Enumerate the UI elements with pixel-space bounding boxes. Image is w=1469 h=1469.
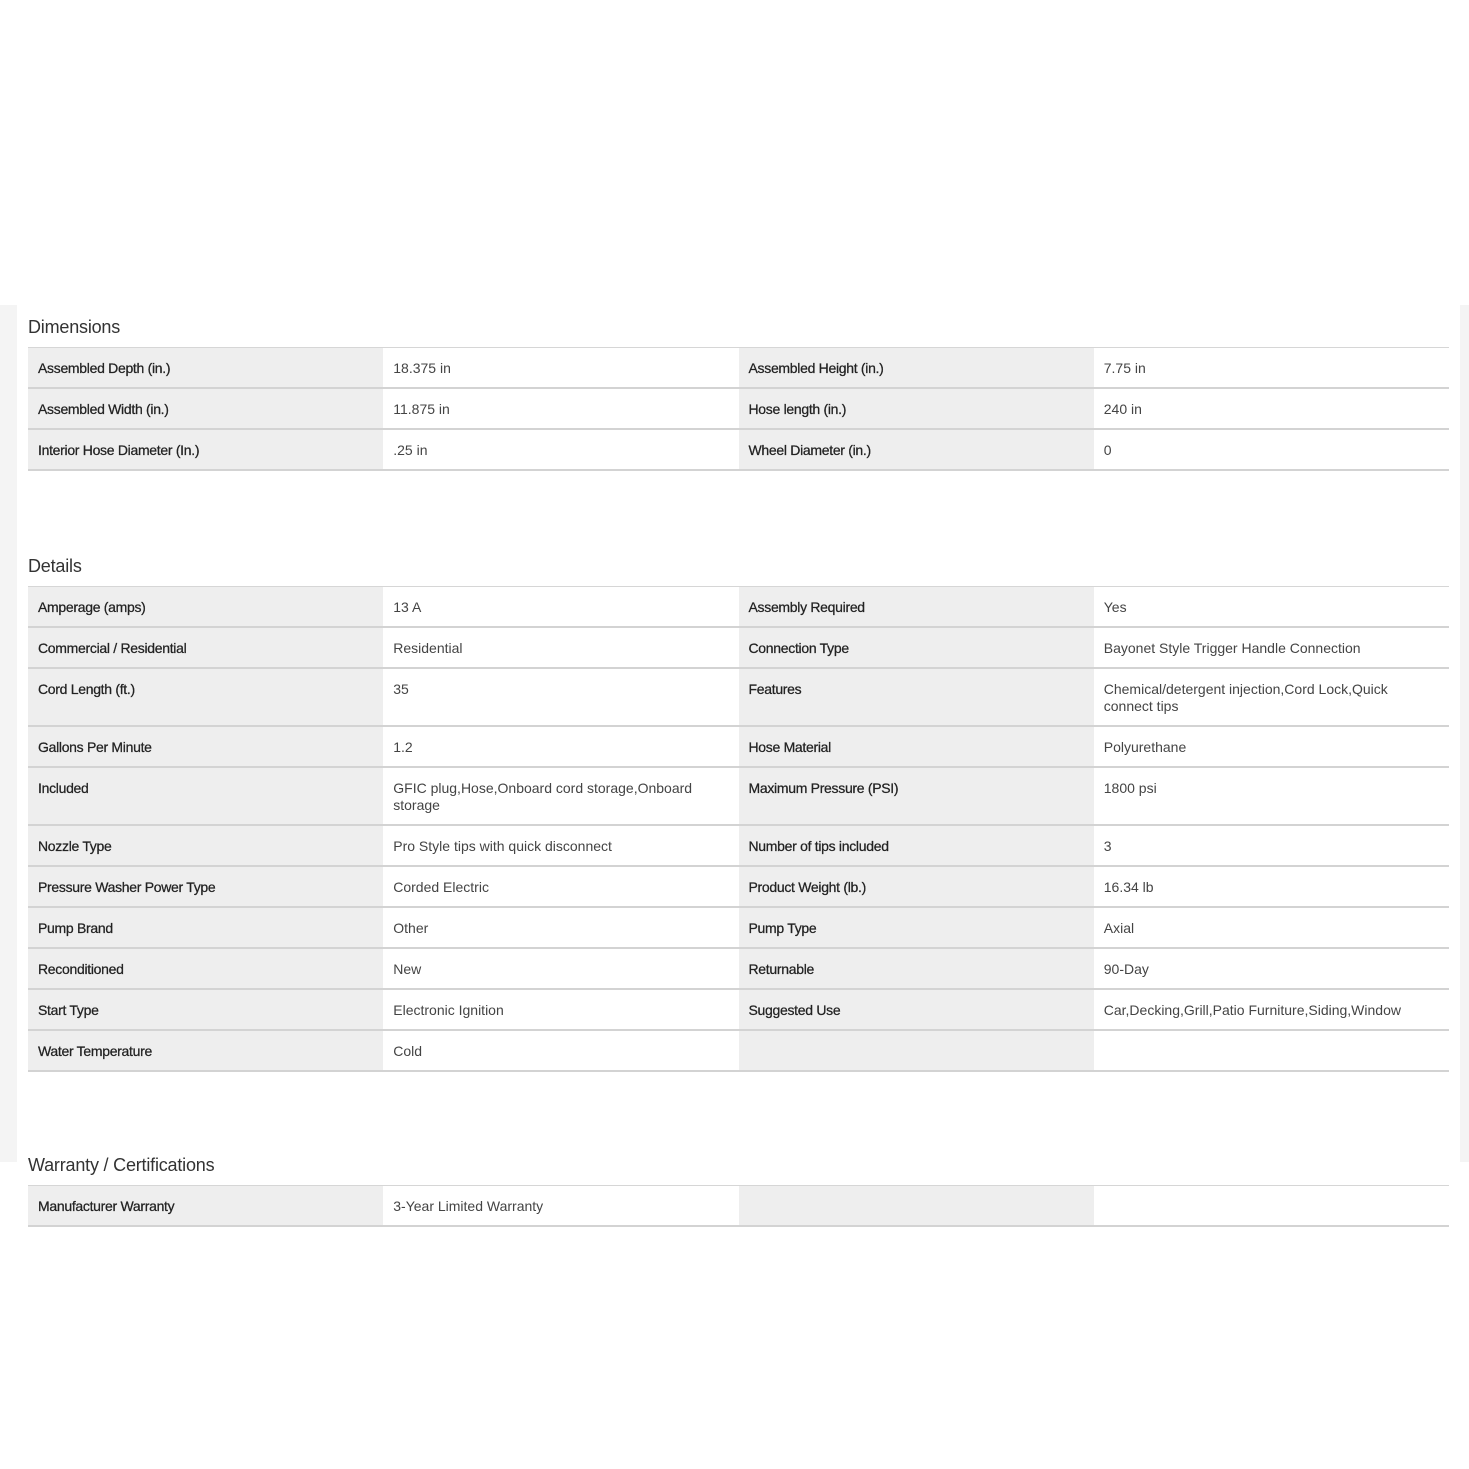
spec-label: Product Weight (lb.) — [739, 867, 1094, 906]
table-row — [28, 430, 1449, 471]
spec-value: 16.34 lb — [1094, 867, 1449, 906]
spec-label: Interior Hose Diameter (In.) — [28, 430, 383, 469]
table-row — [28, 1186, 1449, 1227]
left-margin — [0, 305, 17, 1162]
spec-label: Gallons Per Minute — [28, 727, 383, 766]
spec-value: Yes — [1094, 587, 1449, 626]
spec-label: Pump Brand — [28, 908, 383, 947]
table-row — [28, 669, 1449, 727]
warranty-certifications-section — [28, 1143, 1449, 1227]
section-title: Dimensions — [28, 317, 121, 337]
right-scrollbar-track — [1460, 305, 1469, 1162]
spec-value: .25 in — [383, 430, 738, 469]
spec-value: 35 — [383, 669, 738, 725]
table-row — [28, 949, 1449, 990]
spec-value: Chemical/detergent injection,Cord Lock,Quick connect tips — [1094, 669, 1449, 725]
table-row — [28, 628, 1449, 669]
spec-value: 90-Day — [1094, 949, 1449, 988]
spec-value: 3-Year Limited Warranty — [383, 1186, 738, 1225]
spec-value: Pro Style tips with quick disconnect — [383, 826, 738, 865]
dimensions-section — [28, 305, 1449, 471]
table-row — [28, 908, 1449, 949]
table-row — [28, 1031, 1449, 1072]
spec-label: Manufacturer Warranty — [28, 1186, 383, 1225]
spec-value — [1094, 1031, 1449, 1070]
spec-label: Commercial / Residential — [28, 628, 383, 667]
spec-label: Pressure Washer Power Type — [28, 867, 383, 906]
spec-label: Features — [739, 669, 1094, 725]
section-title: Warranty / Certifications — [28, 1155, 215, 1175]
spec-value: Other — [383, 908, 738, 947]
dimensions-table — [28, 347, 1449, 471]
spec-label: Wheel Diameter (in.) — [739, 430, 1094, 469]
spec-label: Nozzle Type — [28, 826, 383, 865]
table-row — [28, 587, 1449, 628]
spec-value: 11.875 in — [383, 389, 738, 428]
spec-value: Axial — [1094, 908, 1449, 947]
specifications-panel — [0, 305, 1469, 1214]
spec-value: 1800 psi — [1094, 768, 1449, 824]
warranty-certifications-table — [28, 1185, 1449, 1227]
spec-value: New — [383, 949, 738, 988]
spec-value: Residential — [383, 628, 738, 667]
table-row — [28, 389, 1449, 430]
spec-label: Water Temperature — [28, 1031, 383, 1070]
table-row — [28, 768, 1449, 826]
spec-label: Number of tips included — [739, 826, 1094, 865]
section-title: Details — [28, 556, 82, 576]
spec-label: Start Type — [28, 990, 383, 1029]
spec-value: Car,Decking,Grill,Patio Furniture,Siding,Window — [1094, 990, 1449, 1029]
spec-label — [739, 1186, 1094, 1225]
spec-value: 0 — [1094, 430, 1449, 469]
spec-label: Reconditioned — [28, 949, 383, 988]
spec-label: Returnable — [739, 949, 1094, 988]
spec-value: Polyurethane — [1094, 727, 1449, 766]
spec-label: Hose Material — [739, 727, 1094, 766]
spec-value: Electronic Ignition — [383, 990, 738, 1029]
spec-label: Assembled Height (in.) — [739, 348, 1094, 387]
table-row — [28, 826, 1449, 867]
spec-value: Corded Electric — [383, 867, 738, 906]
spec-label: Maximum Pressure (PSI) — [739, 768, 1094, 824]
spec-value: 18.375 in — [383, 348, 738, 387]
spec-label — [739, 1031, 1094, 1070]
spec-label: Assembled Width (in.) — [28, 389, 383, 428]
spec-value — [1094, 1186, 1449, 1225]
spec-label: Included — [28, 768, 383, 824]
specifications-content — [28, 305, 1449, 1227]
spec-label: Pump Type — [739, 908, 1094, 947]
table-row — [28, 348, 1449, 389]
spec-label: Assembly Required — [739, 587, 1094, 626]
details-section — [28, 544, 1449, 1072]
spec-label: Assembled Depth (in.) — [28, 348, 383, 387]
table-row — [28, 990, 1449, 1031]
spec-value: 240 in — [1094, 389, 1449, 428]
spec-label: Amperage (amps) — [28, 587, 383, 626]
spec-value: 7.75 in — [1094, 348, 1449, 387]
details-table — [28, 586, 1449, 1072]
spec-value: Bayonet Style Trigger Handle Connection — [1094, 628, 1449, 667]
spec-label: Cord Length (ft.) — [28, 669, 383, 725]
spec-value: GFIC plug,Hose,Onboard cord storage,Onboard storage — [383, 768, 738, 824]
spec-value: 3 — [1094, 826, 1449, 865]
spec-label: Suggested Use — [739, 990, 1094, 1029]
spec-label: Hose length (in.) — [739, 389, 1094, 428]
table-row — [28, 867, 1449, 908]
spec-label: Connection Type — [739, 628, 1094, 667]
spec-value: 13 A — [383, 587, 738, 626]
spec-value: 1.2 — [383, 727, 738, 766]
table-row — [28, 727, 1449, 768]
spec-value: Cold — [383, 1031, 738, 1070]
